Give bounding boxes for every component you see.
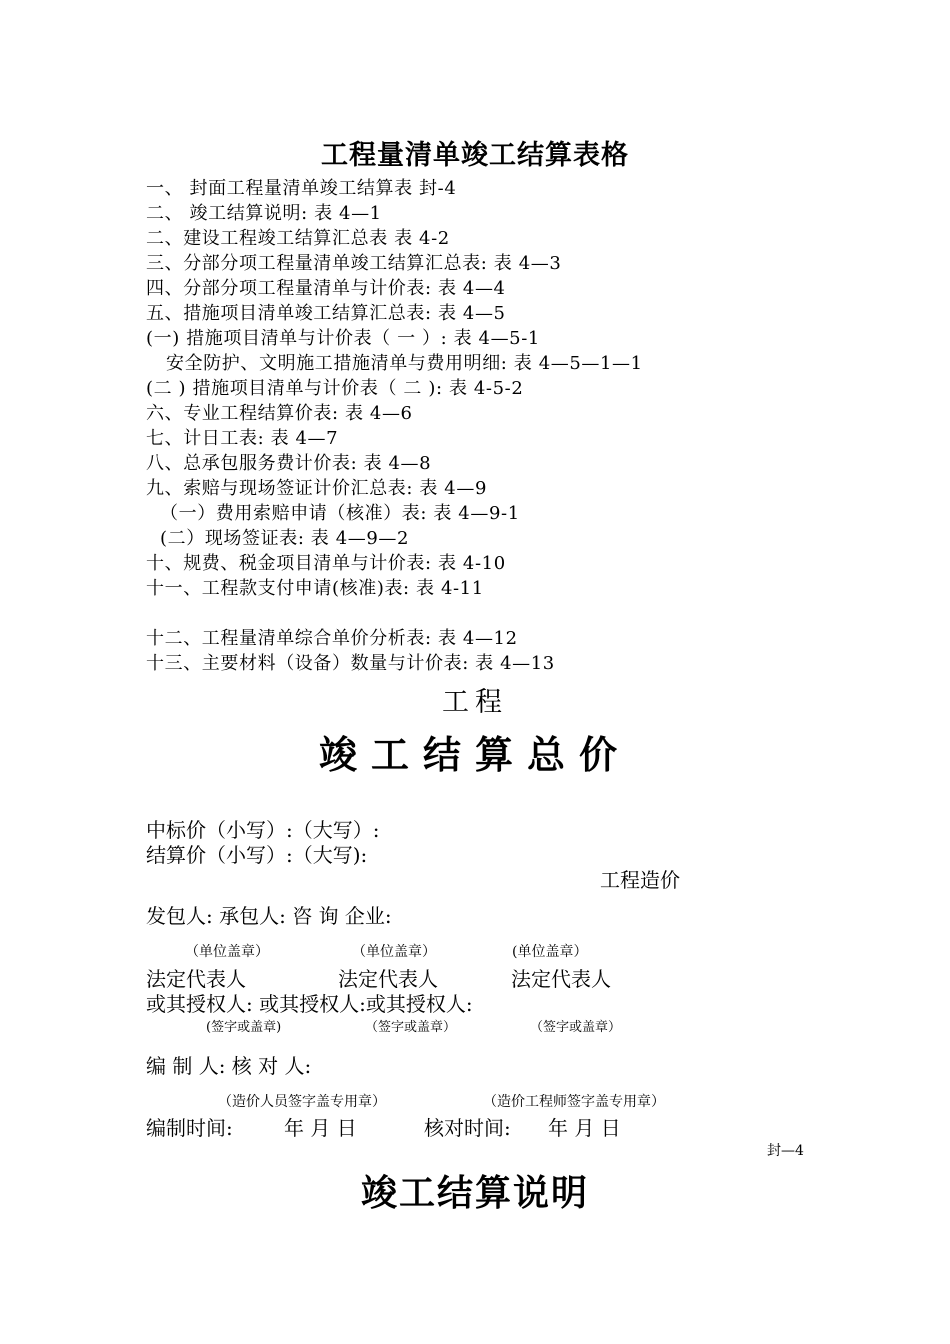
form-code: 封—4 (767, 1143, 804, 1159)
cost-consult-label: 工程造价 (600, 868, 680, 892)
bid-price-line: 中标价（小写）:（大写）: (146, 818, 380, 842)
check-date: 年 月 日 (548, 1116, 621, 1140)
toc-item: 七、计日工表: 表 4—7 (146, 428, 339, 449)
toc-item: 一、 封面工程量清单竣工结算表 封-4 (146, 178, 457, 199)
cover-title: 竣工结算总价 (318, 732, 631, 777)
cover-project-label: 工程 (442, 687, 508, 718)
toc-item: 三、分部分项工程量清单竣工结算汇总表: 表 4—3 (146, 253, 562, 274)
settle-price-line: 结算价（小写）:（大写): (146, 843, 368, 867)
parties-line: 发包人: 承包人: 咨 询 企业: (146, 904, 392, 928)
toc-item: 九、索赔与现场签证计价汇总表: 表 4—9 (146, 478, 488, 499)
legal-rep-label: 法定代表人 (511, 967, 611, 991)
toc-item: （一）费用索赔申请（核准）表: 表 4—9-1 (160, 503, 520, 524)
toc-item: 四、分部分项工程量清单与计价表: 表 4—4 (146, 278, 506, 299)
seal-label: （单位盖章） (352, 944, 436, 960)
toc-item: (二 ) 措施项目清单与计价表（ 二 ): 表 4-5-2 (146, 378, 524, 399)
document-title: 工程量清单竣工结算表格 (321, 140, 629, 171)
toc-item: (二）现场签证表: 表 4—9—2 (160, 528, 410, 549)
legal-rep-label: 法定代表人 (146, 967, 246, 991)
section-title: 竣工结算说明 (360, 1172, 589, 1214)
toc-item: 安全防护、文明施工措施清单与费用明细: 表 4—5—1—1 (166, 353, 643, 374)
sign-label: （签字或盖章） (365, 1020, 457, 1035)
toc-item: 五、措施项目清单竣工结算汇总表: 表 4—5 (146, 303, 506, 324)
toc-item: 十三、主要材料（设备）数量与计价表: 表 4—13 (146, 653, 555, 674)
compile-time-label: 编制时间: (146, 1116, 233, 1140)
toc-item: 二、建设工程竣工结算汇总表 表 4-2 (146, 228, 450, 249)
check-time-label: 核对时间: (424, 1116, 511, 1140)
toc-item: 八、总承包服务费计价表: 表 4—8 (146, 453, 432, 474)
toc-item: 十一、工程款支付申请(核准)表: 表 4-11 (146, 578, 484, 599)
toc-item: 二、 竣工结算说明: 表 4—1 (146, 203, 382, 224)
seal-label: (单位盖章） (512, 944, 588, 960)
legal-rep-label: 法定代表人 (338, 967, 438, 991)
stamp-label: （造价人员签字盖专用章） (218, 1094, 386, 1110)
seal-label: （单位盖章） (185, 944, 269, 960)
toc-item: 六、专业工程结算价表: 表 4—6 (146, 403, 413, 424)
compiler-line: 编 制 人: 核 对 人: (146, 1054, 312, 1078)
toc-item: 十、规费、税金项目清单与计价表: 表 4-10 (146, 553, 506, 574)
toc-item: 十二、工程量清单综合单价分析表: 表 4—12 (146, 628, 518, 649)
table-of-contents (146, 176, 846, 676)
authorized-line: 或其授权人: 或其授权人:或其授权人: (146, 992, 473, 1016)
sign-label: (签字或盖章) (206, 1020, 282, 1035)
sign-label: （签字或盖章） (530, 1020, 622, 1035)
toc-item: (一) 措施项目清单与计价表（ 一 ）: 表 4—5-1 (146, 328, 540, 349)
stamp-label: （造价工程师签字盖专用章） (483, 1094, 665, 1110)
compile-date: 年 月 日 (284, 1116, 357, 1140)
